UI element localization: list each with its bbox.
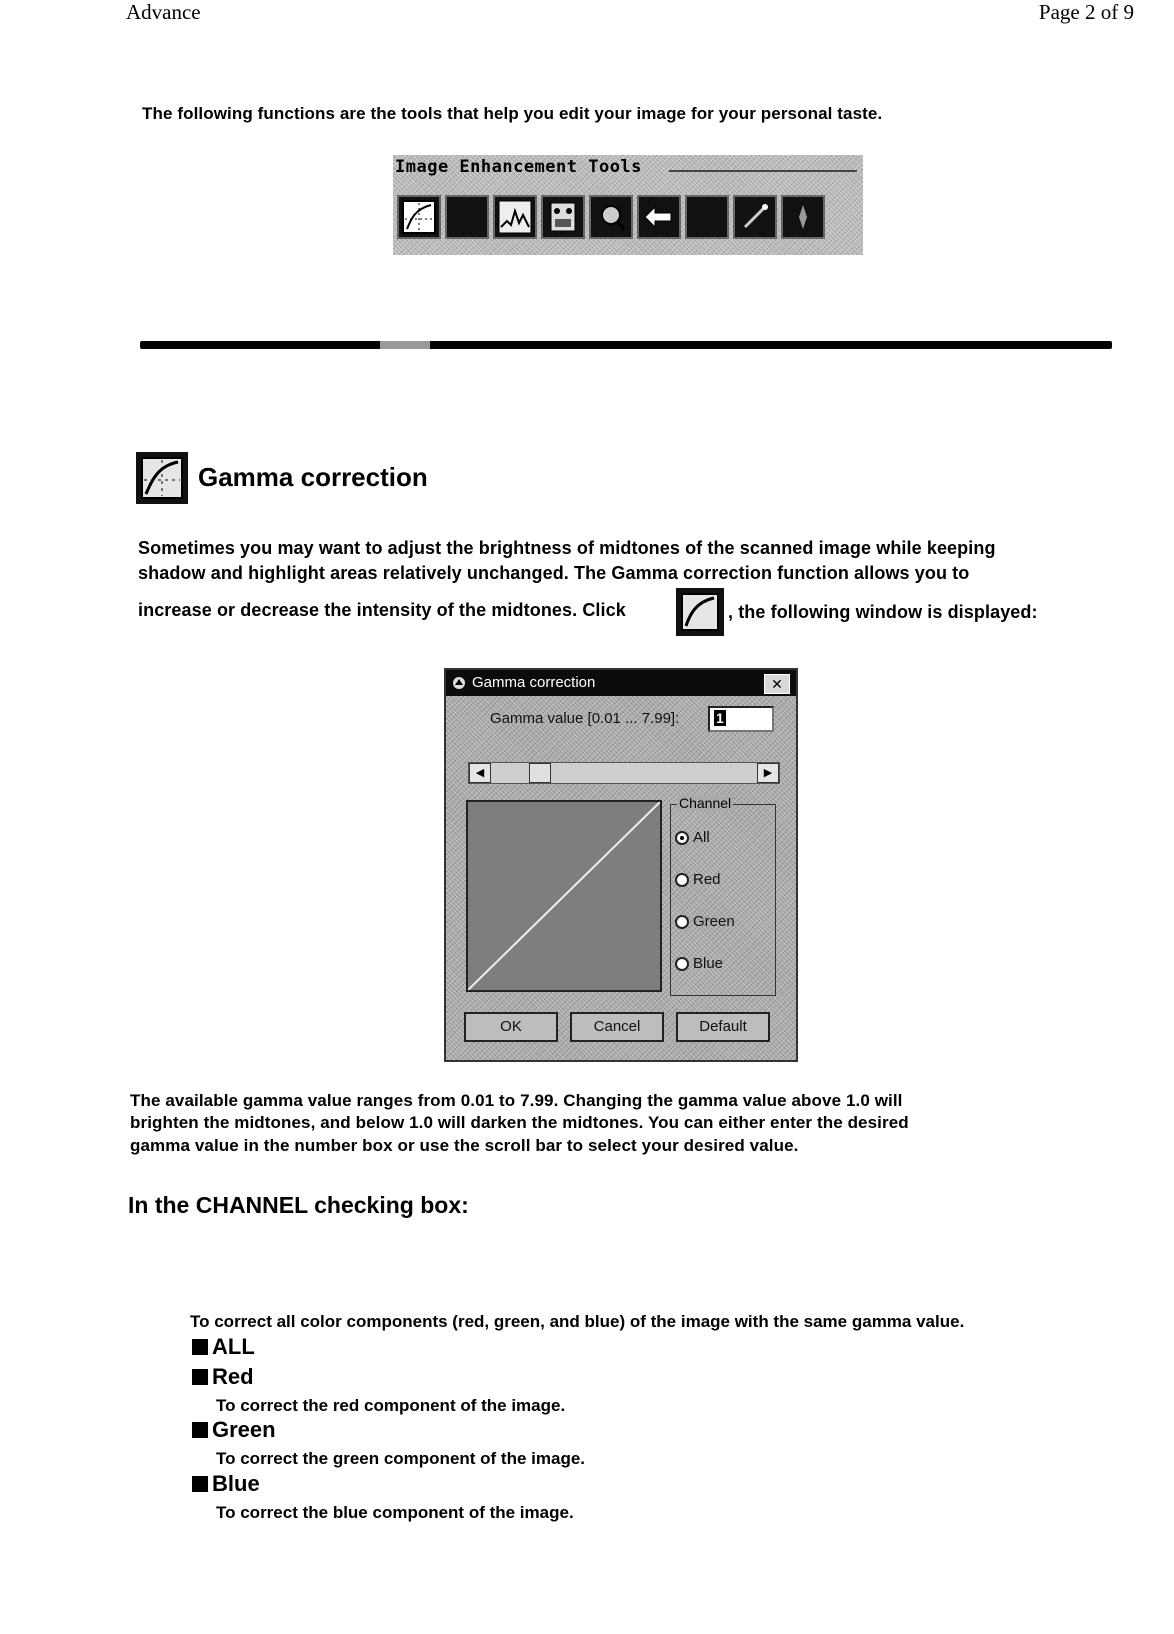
tool-icon[interactable] xyxy=(781,195,825,239)
dialog-title: Gamma correction xyxy=(472,674,596,691)
list-item-all xyxy=(192,1334,255,1360)
magnify-icon[interactable] xyxy=(589,195,633,239)
dialog-titlebar xyxy=(446,670,796,696)
red-desc: To correct the red component of the image. xyxy=(216,1396,566,1415)
gamma-icon[interactable] xyxy=(397,195,441,239)
gamma-curve-preview xyxy=(466,800,662,992)
radio-red[interactable] xyxy=(675,871,721,888)
list-item-green xyxy=(192,1417,276,1443)
inline-gamma-icon xyxy=(676,588,724,636)
green-desc: To correct the green component of the image. xyxy=(216,1449,586,1468)
list-item-blue xyxy=(192,1471,260,1497)
gamma-value-text: 1 xyxy=(716,710,724,726)
all-desc: To correct all color components (red, green, and blue) of the image with the same gamma value. xyxy=(190,1312,965,1331)
bullet-icon xyxy=(192,1476,208,1492)
blank-icon[interactable] xyxy=(685,195,729,239)
para2-line1: The available gamma value ranges from 0.01 to 7.99. Changing the gamma value above 1.0 will xyxy=(130,1091,903,1110)
list-item-red xyxy=(192,1364,254,1390)
red-label: Red xyxy=(212,1364,254,1389)
dark-icon[interactable] xyxy=(445,195,489,239)
ok-button[interactable]: OK xyxy=(464,1012,558,1042)
histogram-icon[interactable] xyxy=(493,195,537,239)
gamma-scrollbar[interactable] xyxy=(468,762,780,784)
page-number: Page 2 of 9 xyxy=(1038,0,1134,24)
radio-all-label: All xyxy=(693,829,710,846)
default-button[interactable]: Default xyxy=(676,1012,770,1042)
section-divider xyxy=(140,341,1112,349)
radio-red-label: Red xyxy=(693,871,721,888)
bullet-icon xyxy=(192,1422,208,1438)
all-label: ALL xyxy=(212,1334,255,1359)
blue-desc: To correct the blue component of the image. xyxy=(216,1503,574,1522)
intro-text: The following functions are the tools that help you edit your image for your personal taste. xyxy=(142,104,883,123)
close-button[interactable]: ✕ xyxy=(764,674,790,694)
radio-green-label: Green xyxy=(693,913,735,930)
divider-gap xyxy=(380,341,430,349)
gamma-value-input[interactable] xyxy=(708,706,774,732)
gamma-section-icon xyxy=(136,452,188,504)
para2-line2: brighten the midtones, and below 1.0 will darken the midtones. You can either enter the desired xyxy=(130,1113,909,1132)
radio-green[interactable] xyxy=(675,913,735,930)
dialog-app-icon xyxy=(451,675,467,691)
radio-all[interactable] xyxy=(675,829,710,846)
para1-line2: shadow and highlight areas relatively unchanged. The Gamma correction function allows you to xyxy=(138,563,970,583)
radio-dot-green xyxy=(675,915,689,929)
radio-blue-label: Blue xyxy=(693,955,724,972)
channel-heading: In the CHANNEL checking box: xyxy=(128,1192,469,1218)
image-enhancement-toolbar xyxy=(393,155,863,255)
radio-blue[interactable] xyxy=(675,955,723,972)
green-label: Green xyxy=(212,1417,276,1442)
bullet-icon xyxy=(192,1369,208,1385)
para1-line3a: increase or decrease the intensity of the midtones. Click xyxy=(138,600,626,620)
radio-dot-blue xyxy=(675,957,689,971)
toolbar-divider xyxy=(669,170,857,172)
sharpen-icon[interactable] xyxy=(733,195,777,239)
header-left: Advance xyxy=(126,0,201,24)
channel-icon[interactable] xyxy=(541,195,585,239)
scroll-left-button[interactable]: ◀ xyxy=(469,763,491,783)
para1-line3b: , the following window is displayed: xyxy=(728,602,1038,622)
radio-dot-all xyxy=(675,831,689,845)
arrow-icon[interactable] xyxy=(637,195,681,239)
toolbar-title: Image Enhancement Tools xyxy=(395,157,642,177)
channel-title: Channel xyxy=(679,795,732,811)
radio-dot-red xyxy=(675,873,689,887)
gamma-dialog xyxy=(444,668,798,1062)
para1-line1: Sometimes you may want to adjust the brightness of midtones of the scanned image while keeping xyxy=(138,538,996,558)
channel-group xyxy=(670,795,776,996)
scroll-thumb[interactable] xyxy=(529,763,551,783)
blue-label: Blue xyxy=(212,1471,260,1496)
bullet-icon xyxy=(192,1339,208,1355)
scroll-right-button[interactable]: ▶ xyxy=(757,763,779,783)
gamma-value-label: Gamma value [0.01 ... 7.99]: xyxy=(490,710,680,727)
para2-line3: gamma value in the number box or use the scroll bar to select your desired value. xyxy=(130,1136,799,1155)
section-title: Gamma correction xyxy=(198,462,428,492)
cancel-button[interactable]: Cancel xyxy=(570,1012,664,1042)
